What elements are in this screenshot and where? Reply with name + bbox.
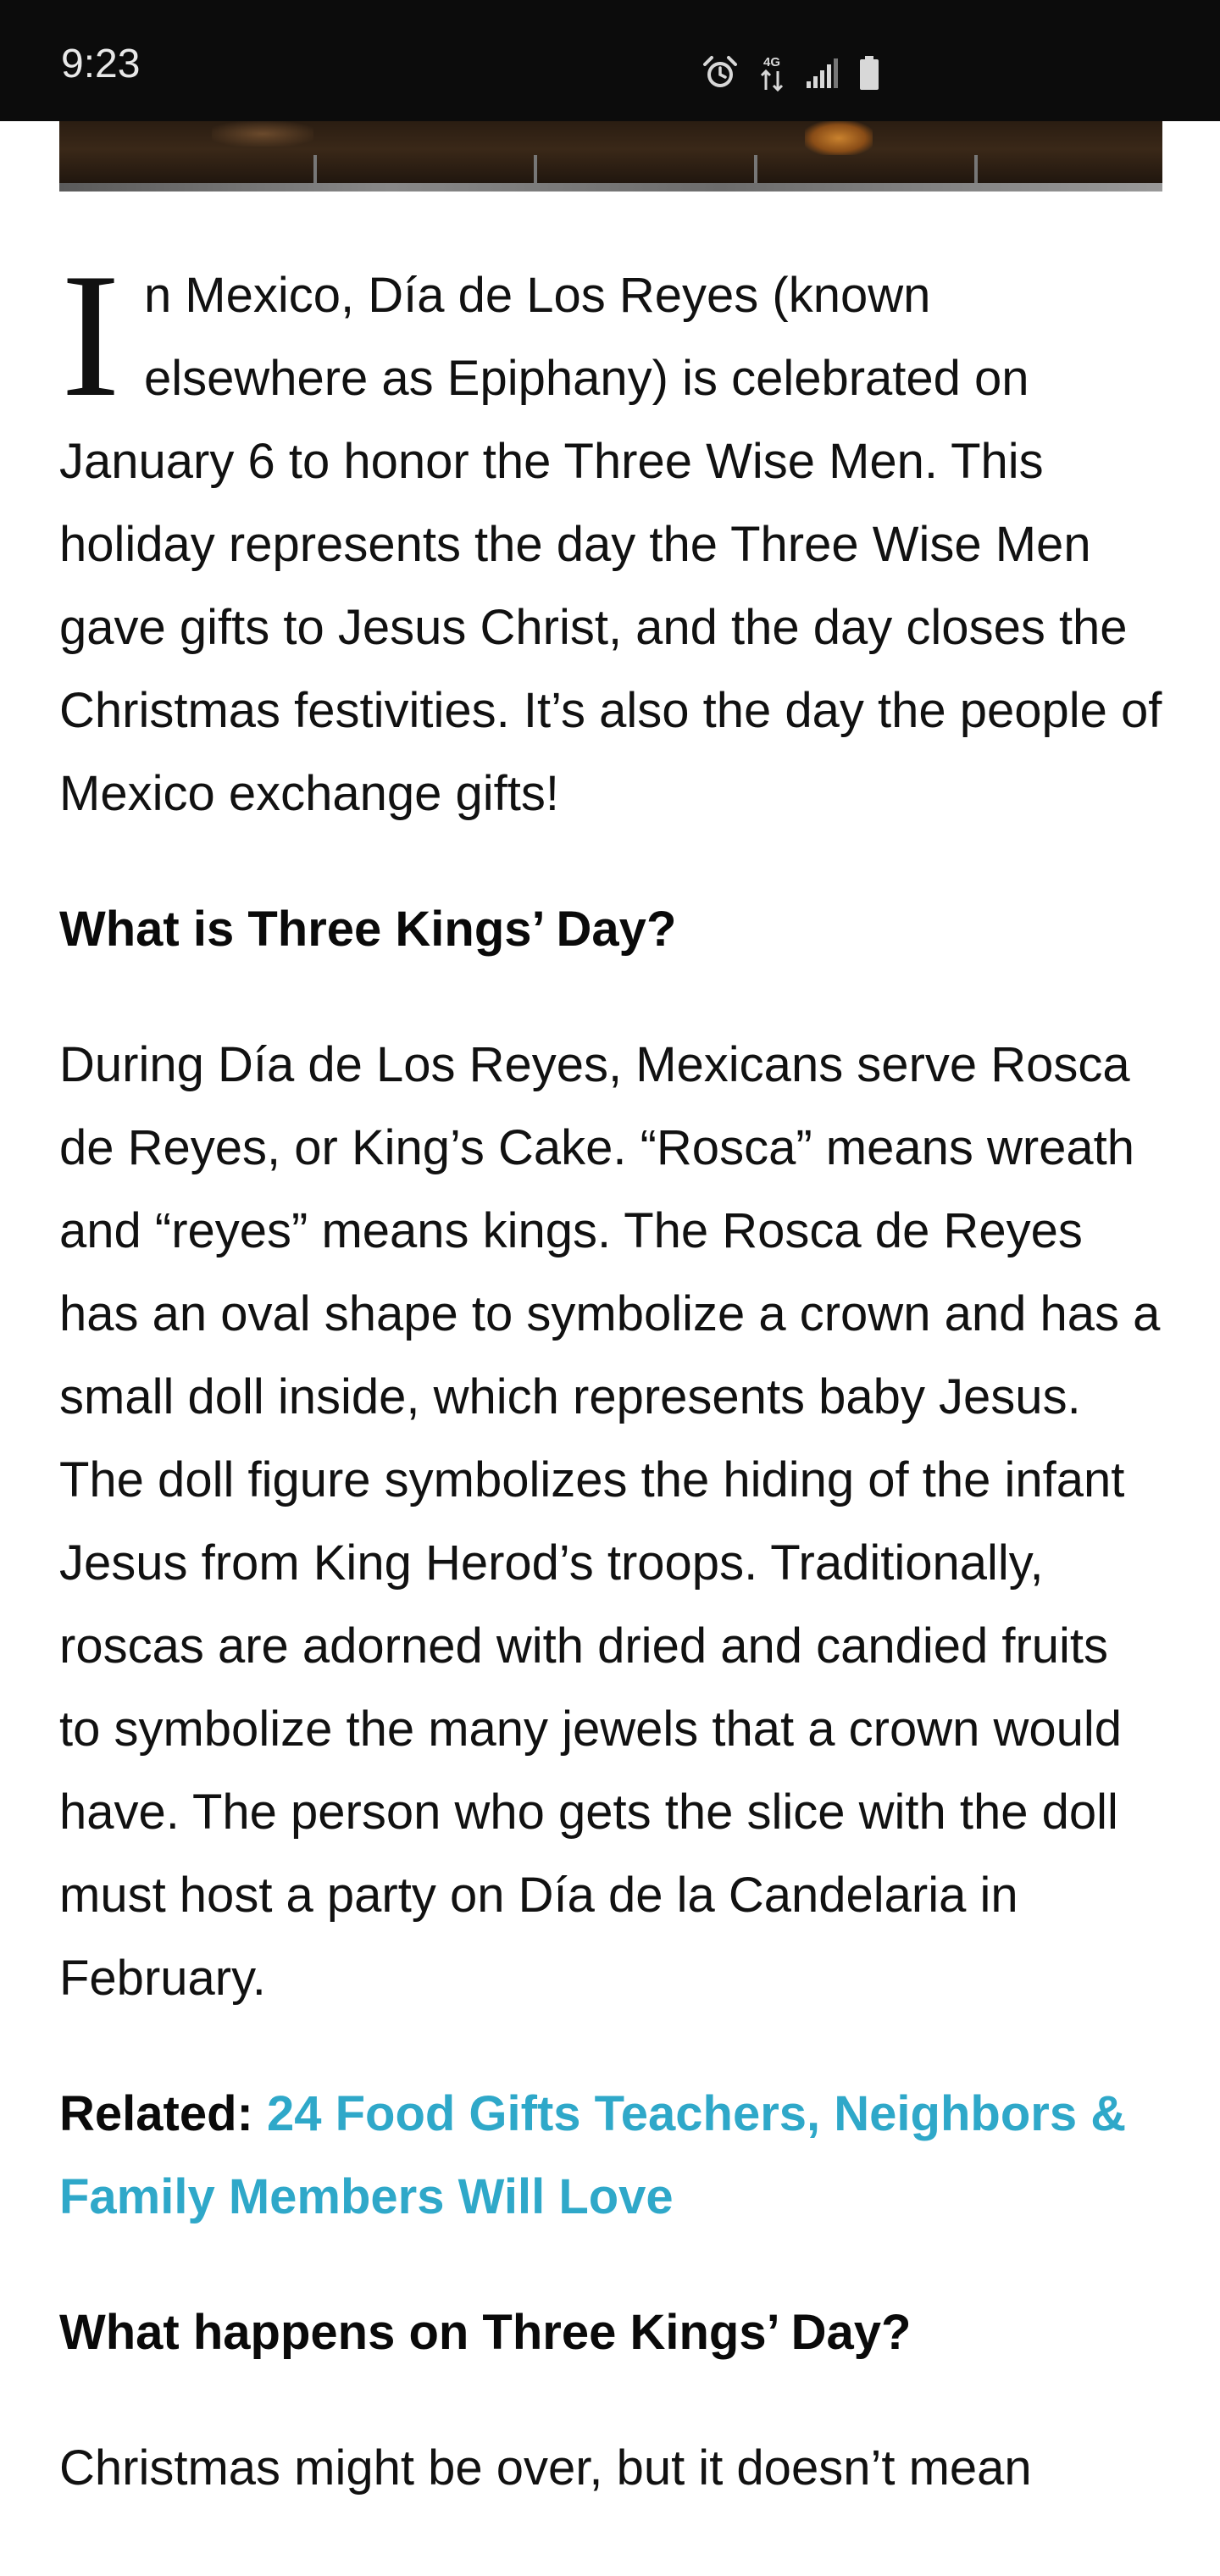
intro-paragraph — [59, 237, 1162, 836]
data-transfer-4g-icon — [757, 53, 786, 93]
alarm-icon — [702, 54, 739, 92]
battery-icon — [857, 54, 881, 92]
section-heading-what-is: What is Three Kings’ Day? — [59, 902, 677, 957]
article-body — [59, 237, 1162, 2562]
related-article-link[interactable]: 24 Food Gifts Teachers, Neighbors & Family Members Will Love — [59, 2086, 1127, 2224]
network-label: 4G — [762, 55, 781, 69]
status-icons — [702, 53, 881, 93]
signal-icon — [805, 56, 839, 90]
section-heading-what-happens: What happens on Three Kings’ Day? — [59, 2305, 912, 2360]
intro-text: n Mexico, Día de Los Reyes (known elsewhere as Epiphany) is celebrated on January 6 to honor the Three Wise Men. This holiday represents the day the Three Wise Men gave gifts to Jesus Christ, and the day closes the Christmas festivities. It’s also the day the people of Mexico exchange gifts! — [59, 268, 1162, 821]
rosca-paragraph: During Día de Los Reyes, Mexicans serve Rosca de Reyes, or King’s Cake. “Rosca” means wreath and “reyes” means kings. The Rosca de Reyes has an oval shape to symbolize a crown and has a small doll inside, which represents baby Jesus. The doll figure symbolizes the hiding of the infant Jesus from King Herod’s troops. Traditionally, roscas are adorned with dried and candied fruits to symbolize the many jewels that a crown would have. The person who gets the slice with the doll must host a party on Día de la Candelaria in February. — [59, 1037, 1161, 2006]
drop-cap: I — [61, 237, 120, 434]
partial-paragraph: Christmas might be over, but it doesn’t mean — [59, 2440, 1032, 2496]
related-label: Related: — [59, 2086, 253, 2141]
hero-image — [59, 121, 1162, 192]
related-link-block — [59, 2073, 1162, 2239]
status-bar — [0, 0, 1220, 121]
status-time: 9:23 — [61, 42, 141, 86]
